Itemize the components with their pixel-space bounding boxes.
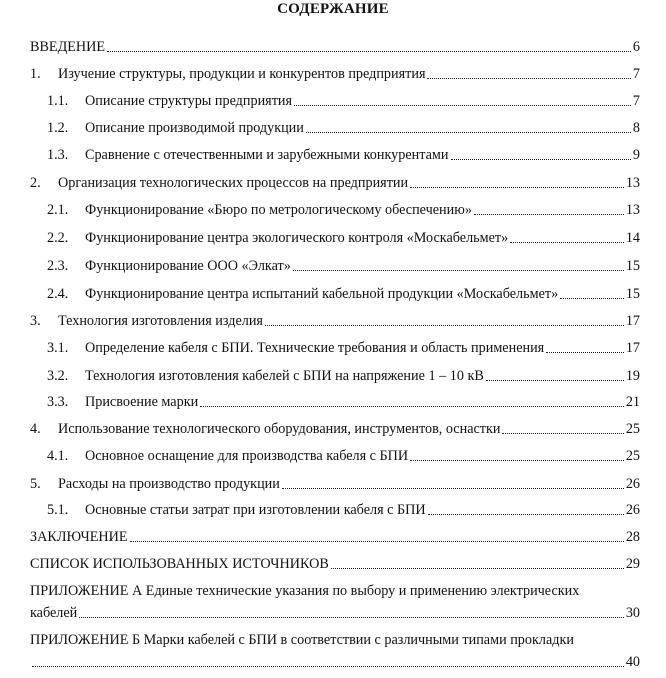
toc-entry-text: Основные статьи затрат при изготовлении кабеля с БПИ [85,502,426,518]
toc-entry[interactable] [0,145,666,165]
toc-entry-number: 5.1. [47,502,69,518]
toc-entry-number: 1. [30,66,41,82]
toc-entry-text: Расходы на производство продукции [58,476,280,492]
toc-entry[interactable] [0,446,666,466]
toc-entry-text: Использование технологического оборудования, инструментов, оснастки [58,421,501,437]
toc-entry-number: 4.1. [47,448,69,464]
leader-dots [293,269,624,271]
leader-dots [510,241,624,243]
toc-page-number: 14 [625,230,640,246]
toc-page-number: 15 [625,258,640,274]
toc-page-number: 25 [625,448,640,464]
toc-entry-number: 3. [30,313,41,329]
toc-entry-number: 2.1. [47,202,69,218]
toc-entry-text: СПИСОК ИСПОЛЬЗОВАННЫХ ИСТОЧНИКОВ [30,556,329,572]
toc-entry[interactable] [0,118,666,138]
toc-entry[interactable] [0,256,666,276]
toc-entry-number: 5. [30,476,41,492]
leader-dots [265,324,624,326]
toc-entry[interactable] [0,37,666,57]
toc-entry-text: ПРИЛОЖЕНИЕ Б Марки кабелей с БПИ в соответствии с различными типами прокладки [30,632,574,648]
leader-dots [410,186,624,188]
toc-page-number: 26 [625,502,640,518]
toc-entry-text: Функционирование «Бюро по метрологическому обеспечению» [85,202,472,218]
toc-entry[interactable] [0,419,666,439]
toc-entry-number: 3.2. [47,368,69,384]
leader-dots [107,50,631,52]
leader-dots [200,405,624,407]
toc-page-number: 8 [632,120,640,136]
toc-page-number: 19 [625,368,640,384]
toc-entry-number: 3.3. [47,394,69,410]
toc-page-number: 29 [625,556,640,572]
toc-entry-text: Организация технологических процессов на предприятии [58,175,409,191]
leader-dots [486,379,624,381]
leader-dots [79,616,624,618]
leader-dots [502,432,623,434]
toc-entry-text: Присвоение марки [85,394,199,410]
page-title: СОДЕРЖАНИЕ [277,1,389,17]
toc-entry-number: 2. [30,175,41,191]
toc-entry-text: Технология изготовления изделия [58,313,263,329]
toc-entry-number: 2.3. [47,258,69,274]
toc-entry-text: Описание производимой продукции [85,120,304,136]
toc-entry-text: Технология изготовления кабелей с БПИ на напряжение 1 – 10 кВ [85,368,484,384]
leader-dots [474,213,624,215]
toc-page-number: 40 [625,654,640,670]
toc-entry[interactable] [0,284,666,304]
toc-entry[interactable] [0,173,666,193]
toc-entry[interactable] [0,311,666,331]
leader-dots [32,665,624,667]
toc-page-number: 9 [632,147,640,163]
leader-dots [294,104,631,106]
toc-page-number: 30 [625,605,640,621]
toc-page-number: 26 [625,476,640,492]
leader-dots [130,540,624,542]
leader-dots [560,297,624,299]
toc-entry-text: ВВЕДЕНИЕ [30,39,106,55]
toc-entry-appendix-a[interactable] [0,581,666,601]
toc-page-number: 6 [632,39,640,55]
toc-entry-text: Основное оснащение для производства кабеля с БПИ [85,448,409,464]
leader-dots [451,158,631,160]
toc-entry[interactable] [0,200,666,220]
leader-dots [410,459,624,461]
toc-entry-text: Изучение структуры, продукции и конкурентов предприятия [58,66,426,82]
toc-entry-text: Сравнение с отечественными и зарубежными конкурентами [85,147,449,163]
toc-page-number: 13 [625,202,640,218]
toc-page-number: 17 [625,313,640,329]
leader-dots [331,567,624,569]
toc-entry[interactable] [0,392,666,412]
toc-entry[interactable] [0,91,666,111]
toc-entry-appendix-b[interactable] [0,630,666,650]
leader-dots [546,351,624,353]
toc-entry-number: 2.4. [47,286,69,302]
toc-entry[interactable] [0,64,666,84]
toc-page-number: 15 [625,286,640,302]
toc-page-number: 25 [625,421,640,437]
toc-entry[interactable] [0,228,666,248]
leader-dots [306,131,631,133]
toc-entry-number: 1.1. [47,93,69,109]
leader-dots [428,513,624,515]
toc-entry[interactable] [0,338,666,358]
toc-page-number: 7 [632,66,640,82]
toc-entry-text: Функционирование центра экологического контроля «Москабельмет» [85,230,509,246]
toc-entry-number: 1.2. [47,120,69,136]
toc-entry[interactable] [0,554,666,574]
toc-entry-text: ЗАКЛЮЧЕНИЕ [30,529,128,545]
toc-entry-text: Функционирование центра испытаний кабельной продукции «Москабельмет» [85,286,559,302]
toc-entry-number: 2.2. [47,230,69,246]
toc-page-number: 7 [632,93,640,109]
toc-entry-text: Функционирование ООО «Элкат» [85,258,291,274]
toc-entry[interactable] [0,527,666,547]
leader-dots [427,77,630,79]
toc-entry-text: ПРИЛОЖЕНИЕ А Единые технические указания по выбору и применению электрических [30,583,580,599]
toc-page-number: 28 [625,529,640,545]
toc-entry-text: Определение кабеля с БПИ. Технические требования и область применения [85,340,545,356]
toc-entry[interactable] [0,474,666,494]
toc-page-number: 17 [625,340,640,356]
toc-entry[interactable] [0,500,666,520]
toc-entry-appendix-a-cont[interactable] [0,603,666,623]
toc-entry-number: 1.3. [47,147,69,163]
toc-entry-appendix-b-cont[interactable] [0,652,666,672]
toc-page-number: 13 [625,175,640,191]
toc-entry-number: 3.1. [47,340,69,356]
toc-entry-number: 4. [30,421,41,437]
toc-page-number: 21 [625,394,640,410]
toc-entry-text: кабелей [30,605,78,621]
toc-entry-text: Описание структуры предприятия [85,93,293,109]
toc-entry[interactable] [0,366,666,386]
leader-dots [282,487,624,489]
